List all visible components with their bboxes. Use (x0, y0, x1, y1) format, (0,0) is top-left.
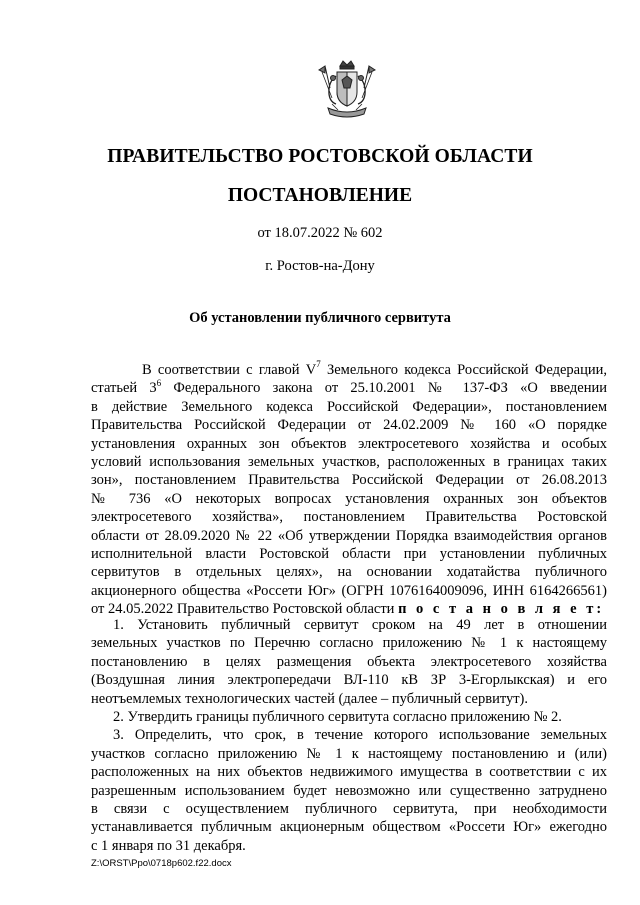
decree-items (91, 616, 607, 855)
text-line: сервитутов в отдельных целях», на основании ходатайства публичного (91, 564, 607, 581)
text-line: установления охранных зон объектов электросетевого хозяйства и особых (91, 435, 607, 452)
item-3-line: участков согласно приложению № 1 к настоящему постановлению и (или) (91, 745, 607, 762)
text-line: № 736 «О некоторых вопросах установления охранных зон объектов (91, 490, 607, 507)
text-line: акционерного общества «Россети Юг» (ОГРН 1076164009096, ИНН 6164266561) (91, 582, 607, 599)
item-3-line: в связи с осуществлением публичного сервитута, при необходимости (91, 801, 607, 818)
item-2-line: 2. Утвердить границы публичного сервитута согласно приложению № 2. (113, 709, 562, 726)
text-line: от 24.05.2022 Правительство Ростовской области п о с т а н о в л я е т: (91, 601, 605, 618)
document-type: ПОСТАНОВЛЕНИЕ (227, 185, 413, 206)
item-1-line: 1. Установить публичный сервитут сроком на 49 лет в отношении (113, 617, 607, 633)
item-1-line: неотъемлемых технологических частей (далее – публичный сервитут). (91, 690, 529, 707)
text-line: зон», постановлением Правительства Российской Федерации от 26.08.2013 (91, 472, 607, 489)
document-subject: Об установлении публичного сервитута (189, 310, 451, 326)
text-line: условий использования земельных участков, расположенных в границах таких (91, 454, 607, 471)
text-line: В соответствии с главой $V^7$ Земельного кодекса Российской Федерации, (142, 359, 607, 378)
decree-word: п о с т а н о в л я е т: (398, 601, 605, 618)
item-3-line: устанавливается публичным акционерным обществом «Россети Юг» ежегодно (91, 819, 607, 836)
item-1-line: постановлению в целях размещения объекта электросетевого хозяйства (91, 653, 607, 670)
text-line: исполнительной власти Ростовской области при установлении публичных (91, 546, 607, 563)
text-line: Правительства Российской Федерации от 24.02.2009 № 160 «О порядке (91, 417, 607, 434)
coat-of-arms-icon (316, 58, 378, 122)
preamble-paragraph (91, 361, 607, 619)
text-line: в действие Земельного кодекса Российской Федерации», постановлением (91, 398, 607, 415)
file-path-footer: Z:\ORST\Ppo\0718p602.f22.docx (91, 858, 232, 869)
text-line: электросетевого хозяйства», постановлением Правительства Ростовской (91, 509, 607, 526)
item-3-line: расположенных на них объектов недвижимого имущества в соответствии с их (91, 764, 607, 781)
item-3-line: 3. Определить, что срок, в течение которого использование земельных (113, 727, 607, 744)
item-1-line: (Воздушная линия электропередачи ВЛ-110 кВ ЗР 3-Егорлыкская) и его (91, 672, 607, 689)
text-line: статьей $3^6$ Федерального закона от 25.10.2001 № 137-ФЗ «О введении (91, 377, 607, 397)
item-3-line: разрешенным использованием будет невозможно или существенно затруднено (91, 782, 607, 799)
document-date-number: от 18.07.2022 № 602 (257, 225, 383, 241)
item-3-line: с 1 января по 31 декабря. (91, 837, 246, 854)
document-place: г. Ростов-на-Дону (265, 258, 375, 274)
text-line: области от 28.09.2020 № 22 «Об утверждении Порядка взаимодействия органов (91, 527, 607, 544)
organization-title: ПРАВИТЕЛЬСТВО РОСТОВСКОЙ ОБЛАСТИ (107, 146, 533, 167)
item-1-line: земельных участков по Перечню согласно приложению № 1 к настоящему (91, 635, 607, 652)
